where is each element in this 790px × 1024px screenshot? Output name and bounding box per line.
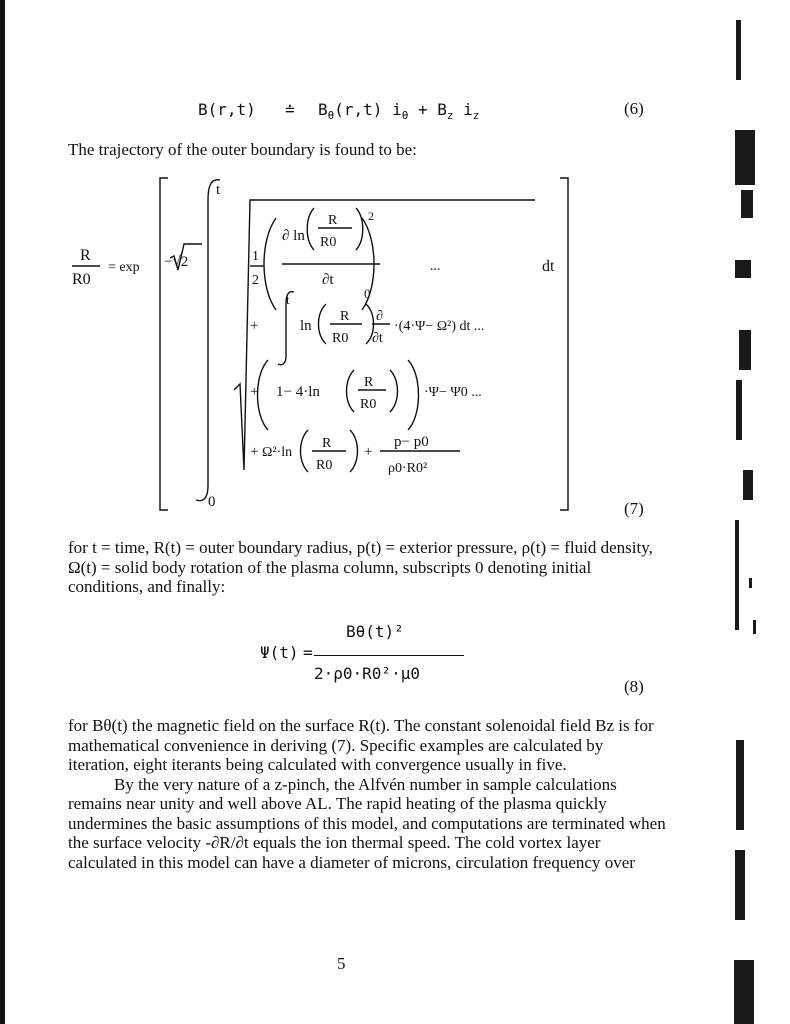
svg-text:R: R [340,309,350,324]
eq7-t3-body: 1− 4·ln [276,384,320,400]
eq8-den: 2·ρ0·R0²·μ0 [314,664,420,683]
eq8-lhs: Ψ(t) [260,643,299,662]
eq7-int-upper: t [216,182,221,198]
eq7-t1-power: 2 [368,209,374,223]
eq6-lhs: B(r,t) [198,100,256,119]
paragraph-2: By the very nature of a z-pinch, the Alfvén number in sample calculations remains near unity and well above AL. The rapid heating of the plasma quickly undermines the basic assumptions of this model, and computations are terminated when the surface velocity -∂R/∂t equals the ion thermal speed. The cold vortex layer calculated in this model can have a diameter of microns, circulation frequency over [68,774,666,872]
eq7-t2-ln: ln [300,318,312,334]
scan-right-edge [733,0,790,1024]
eq7-right-bracket [560,178,568,510]
eq7-t4-sign: + [250,444,259,460]
eq7-neg-sqrt2: −√2 [164,254,189,270]
paragraph-1: for Bθ(t) the magnetic field on the surface R(t). The constant solenoidal field Bz is for mathematical convenience in deriving (7). Specific examples are calculated by iteration, eight iterants being calculated with convergence usually in five. [68,716,654,774]
eq7-lhs-den: R0 [72,271,91,288]
eq7-outer-integral [196,180,220,501]
svg-text:R0: R0 [360,397,377,412]
eq7-t4-num: p− p0 [394,434,429,450]
eq7-exp: = exp [108,260,140,275]
svg-text:R: R [364,375,374,390]
eq7-t2-partial-dt: ∂t [372,331,383,346]
eq7-t1-partial: ∂ ln [282,228,305,244]
eq7-t2-int-lower: 0 [364,286,371,301]
eq7-number: (7) [624,499,644,518]
eq7-t4-plus: + [364,444,373,460]
eq7-t2-partial: ∂ [376,309,383,324]
eq7-t1-R0: R0 [320,235,337,250]
eq7-int-lower: 0 [208,494,216,510]
eq6-rhs: $B_\theta(r,t) i_\theta + B_z$ $i_z$ [318,100,480,123]
eq7-t1-den: 2 [252,273,259,288]
eq7-t4-body: Ω²·ln [262,445,293,460]
definitions-paragraph [68,538,668,597]
eq7-formula [60,170,680,520]
eq7-big-radical [234,200,535,470]
eq7-t2-int-upper: t [286,292,290,307]
eq7-t1-dt: ∂t [322,272,334,288]
eq7-t4-den: ρ0·R0² [388,461,428,476]
eq6-number: (6) [624,99,644,118]
svg-text:R0: R0 [316,458,333,473]
eq8-eq: = [303,643,313,662]
eq7-t3-rest: ·Ψ− Ψ0 ... [424,385,482,400]
eq7-t2-sign: + [250,318,259,334]
scan-left-edge [0,0,5,1024]
eq7-t1-R: R [328,213,338,228]
page-number: 5 [337,954,346,973]
body-paragraphs [68,716,668,872]
eq7-t1-num: 1 [252,249,259,264]
eq8-fraction-bar [314,655,464,656]
eq6-relation: ≐ [285,100,295,119]
eq7-lhs-num: R [80,247,91,264]
eq8-number: (8) [624,677,644,696]
eq7-left-bracket [160,178,168,510]
svg-text:R0: R0 [332,331,349,346]
eq8-num: Bθ(t)² [346,622,404,641]
eq7-t3-sign: + [250,384,259,400]
definitions-text: for t = time, R(t) = outer boundary radius, p(t) = exterior pressure, ρ(t) = fluid density, Ω(t) = solid body rotation of the plasma column, subscripts 0 denoting initial conditions, and finally: [68,538,653,596]
eq7-t1-ellipsis: ... [430,259,441,274]
eq7-dt-outer: dt [542,258,555,275]
svg-text:R: R [322,436,332,451]
intro-text: The trajectory of the outer boundary is found to be: [68,140,417,159]
eq7-t2-rest: ·(4·Ψ− Ω²) dt ... [394,319,485,334]
